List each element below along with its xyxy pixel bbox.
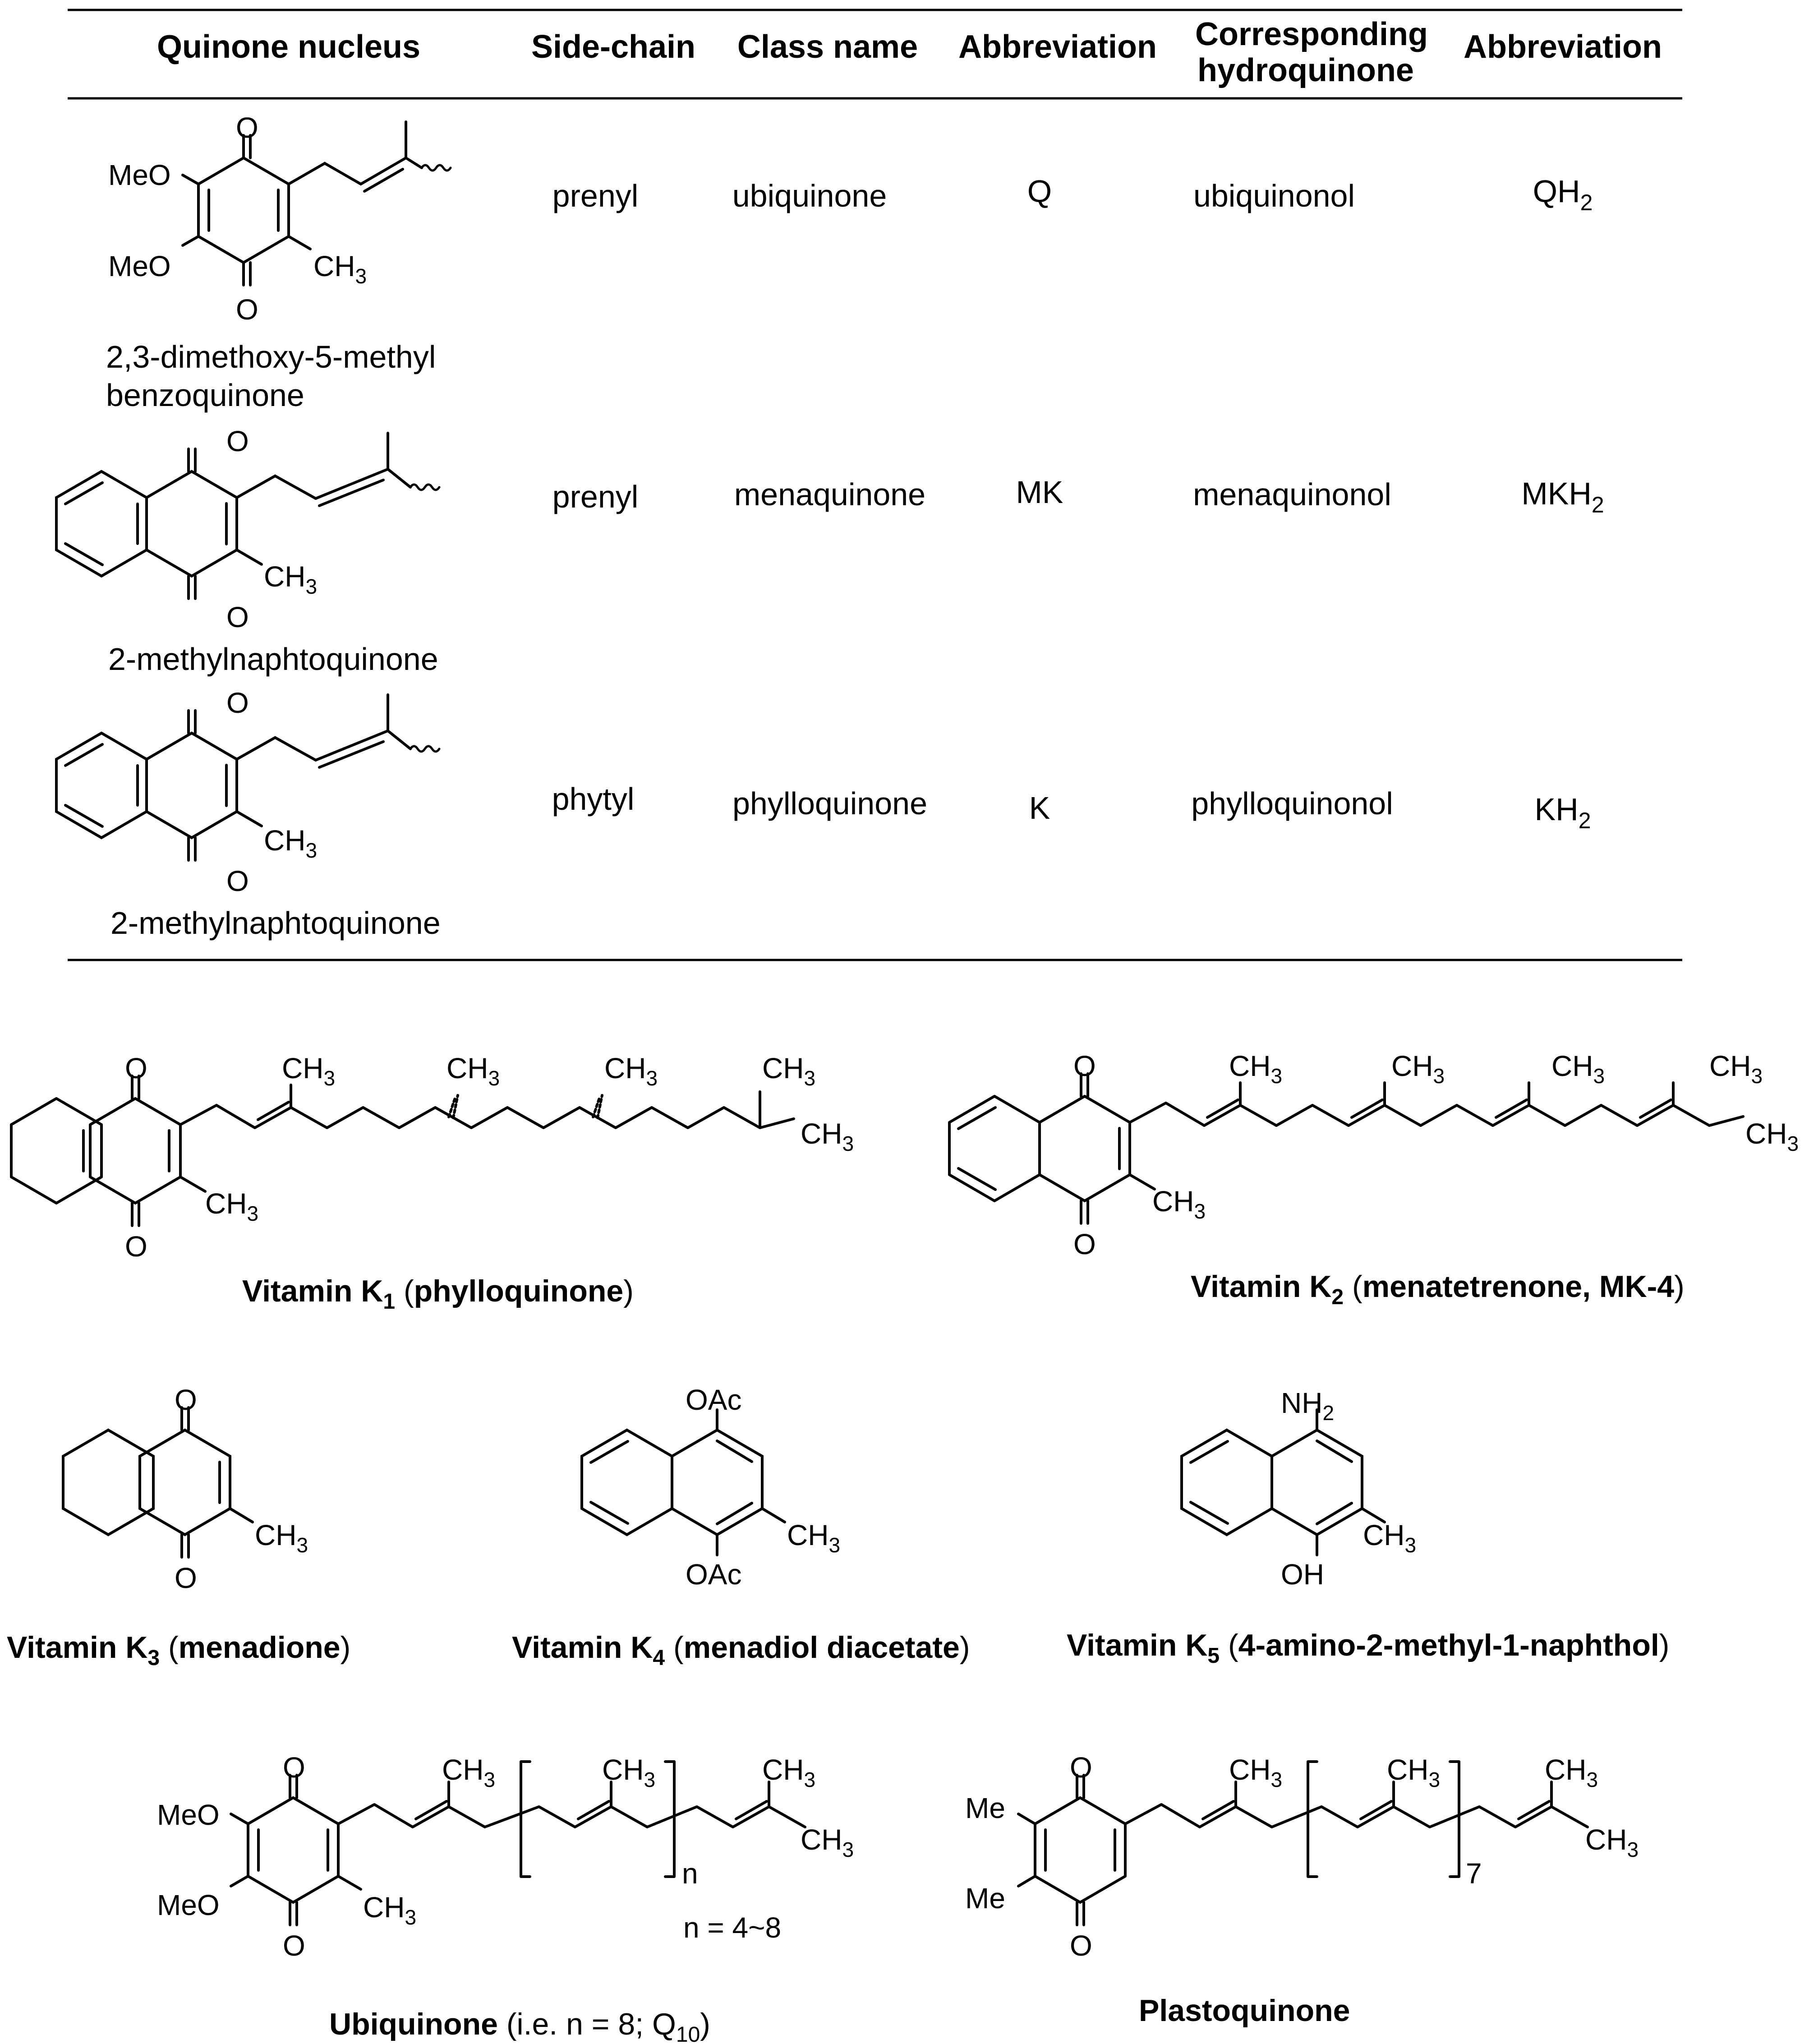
row2-o-bottom: O <box>226 601 249 633</box>
k3-ch3: $CH_3$ <box>255 1519 308 1557</box>
row3-nucleus-name: 2-methylnaphtoquinone <box>110 905 441 941</box>
row1-ch3: $CH_3$ <box>313 250 367 288</box>
plasto-ch3-chain-2: $CH_3$ <box>1387 1753 1441 1791</box>
ubi-ch3-ring: $CH_3$ <box>363 1891 417 1929</box>
k1-ch3-chain-3: $CH_3$ <box>604 1052 658 1090</box>
row2-hq-abbr: $MKH_2$ <box>1521 476 1604 517</box>
ubi-ch3-chain-2: $CH_3$ <box>602 1753 656 1791</box>
plasto-ch3-chain-3: $CH_3$ <box>1545 1753 1598 1791</box>
row1-hq-abbr: $QH_2$ <box>1533 174 1593 215</box>
k4-oac-bottom: OAc <box>686 1558 742 1591</box>
row2-class-name: menaquinone <box>734 477 926 512</box>
row1-o-top: O <box>236 111 258 144</box>
row3-abbreviation: K <box>1029 790 1050 826</box>
row3-o-bottom: O <box>226 865 249 897</box>
row1-meo-top: MeO <box>108 159 171 191</box>
structure-vitamin-k2 <box>949 1074 1743 1223</box>
row3-o-top: O <box>226 687 249 719</box>
caption-vitamin-k3: Vitamin $K_3$ (menadione) <box>7 1630 351 1670</box>
header-corresponding: Corresponding <box>1195 16 1428 52</box>
structure-row3-naphthoquinone <box>56 695 439 860</box>
caption-plastoquinone: Plastoquinone <box>1139 1993 1350 2028</box>
ubi-meo-top: MeO <box>157 1799 220 1831</box>
k1-ch3-chain-4: $CH_3$ <box>762 1052 816 1090</box>
header-class-name: Class name <box>737 29 918 65</box>
row1-side-chain: prenyl <box>552 178 639 213</box>
structure-vitamin-k4 <box>582 1410 785 1555</box>
plasto-me-bottom: Me <box>965 1882 1005 1915</box>
ubi-o-top: O <box>283 1751 305 1784</box>
k2-ch3-chain-1: $CH_3$ <box>1229 1050 1283 1088</box>
header-abbreviation: Abbreviation <box>958 29 1157 65</box>
k4-oac-top: OAc <box>686 1384 742 1416</box>
caption-vitamin-k5: Vitamin $K_5$ (4-amino-2-methyl-1-naphthol) <box>1067 1628 1670 1668</box>
k2-o-bottom: O <box>1073 1228 1096 1260</box>
k1-ch3-ring: $CH_3$ <box>205 1187 259 1225</box>
row1-o-bottom: O <box>236 293 258 326</box>
row1-abbreviation: Q <box>1027 174 1052 209</box>
header-hydroquinone: hydroquinone <box>1197 52 1414 88</box>
ubi-repeat-n: n <box>682 1857 698 1890</box>
structure-vitamin-k1 <box>11 1076 794 1226</box>
row2-nucleus-name: 2-methylnaphtoquinone <box>108 641 438 677</box>
caption-ubiquinone: Ubiquinone (i.e. n = 8; $Q_{10}$) <box>329 2007 710 2044</box>
row1-nucleus-name-line2: benzoquinone <box>106 378 304 413</box>
row1-nucleus-name-line1: 2,3-dimethoxy-5-methyl <box>106 339 436 374</box>
row1-hydroquinone: ubiquinonol <box>1193 178 1355 213</box>
k2-ch3-chain-4: $CH_3$ <box>1709 1050 1763 1088</box>
caption-vitamin-k1: Vitamin $K_1$ (phylloquinone) <box>242 1274 634 1314</box>
k1-ch3-chain-2: $CH_3$ <box>446 1052 500 1090</box>
plasto-o-top: O <box>1070 1751 1092 1784</box>
row2-ch3: $CH_3$ <box>264 560 318 598</box>
plasto-o-bottom: O <box>1070 1929 1092 1962</box>
plasto-ch3-chain-1: $CH_3$ <box>1229 1753 1283 1791</box>
ubi-n-range: n = 4~8 <box>683 1911 782 1944</box>
ubi-ch3-chain-3: $CH_3$ <box>762 1753 816 1791</box>
row2-hydroquinone: menaquinonol <box>1193 477 1391 512</box>
plasto-repeat-7: 7 <box>1466 1857 1482 1890</box>
plasto-ch3-terminal: $CH_3$ <box>1585 1823 1639 1861</box>
ubi-o-bottom: O <box>283 1929 305 1962</box>
structure-plastoquinone <box>1018 1762 1588 1925</box>
row1-meo-bottom: MeO <box>108 250 171 282</box>
ubi-ch3-terminal: $CH_3$ <box>801 1823 854 1861</box>
row2-o-top: O <box>226 425 249 457</box>
ubi-ch3-chain-1: $CH_3$ <box>442 1753 496 1791</box>
quinone-table <box>68 10 1682 960</box>
ubi-meo-bottom: MeO <box>157 1889 220 1921</box>
k4-ch3: $CH_3$ <box>787 1519 841 1557</box>
row3-side-chain: phytyl <box>552 781 635 817</box>
structure-vitamin-k5 <box>1182 1410 1385 1555</box>
header-abbreviation-2: Abbreviation <box>1463 29 1662 65</box>
k1-o-bottom: O <box>125 1230 147 1263</box>
k5-ch3: $CH_3$ <box>1363 1519 1417 1557</box>
header-side-chain: Side-chain <box>531 29 696 65</box>
k5-nh2: $NH_2$ <box>1281 1387 1335 1425</box>
structure-row2-naphthoquinone <box>56 433 439 599</box>
row3-hydroquinone: phylloquinonol <box>1191 786 1393 821</box>
row1-class-name: ubiquinone <box>732 178 887 213</box>
row3-hq-abbr: $KH_2$ <box>1534 792 1591 833</box>
k1-ch3-chain-1: $CH_3$ <box>282 1052 336 1090</box>
k2-ch3-terminal: $CH_3$ <box>1745 1117 1799 1155</box>
row3-class-name: phylloquinone <box>732 786 928 821</box>
k2-ch3-ring: $CH_3$ <box>1152 1185 1206 1223</box>
plasto-me-top: Me <box>965 1792 1005 1824</box>
k3-o-bottom: O <box>175 1562 197 1594</box>
row3-ch3: $CH_3$ <box>264 824 318 862</box>
k1-o-top: O <box>125 1052 147 1084</box>
k2-ch3-chain-3: $CH_3$ <box>1551 1050 1605 1088</box>
row2-abbreviation: MK <box>1016 475 1063 510</box>
k1-ch3-terminal: $CH_3$ <box>801 1117 854 1155</box>
caption-vitamin-k2: Vitamin $K_2$ (menatetrenone, MK-4) <box>1191 1269 1685 1309</box>
k2-ch3-chain-2: $CH_3$ <box>1391 1050 1445 1088</box>
structure-vitamin-k3 <box>63 1407 253 1557</box>
k5-oh: OH <box>1281 1558 1324 1591</box>
structure-ubiquinone <box>231 1762 805 1925</box>
k2-o-top: O <box>1073 1050 1096 1082</box>
caption-vitamin-k4: Vitamin $K_4$ (menadiol diacetate) <box>512 1630 970 1670</box>
k3-o-top: O <box>175 1384 197 1416</box>
row2-side-chain: prenyl <box>552 479 639 514</box>
header-quinone-nucleus: Quinone nucleus <box>157 29 421 65</box>
